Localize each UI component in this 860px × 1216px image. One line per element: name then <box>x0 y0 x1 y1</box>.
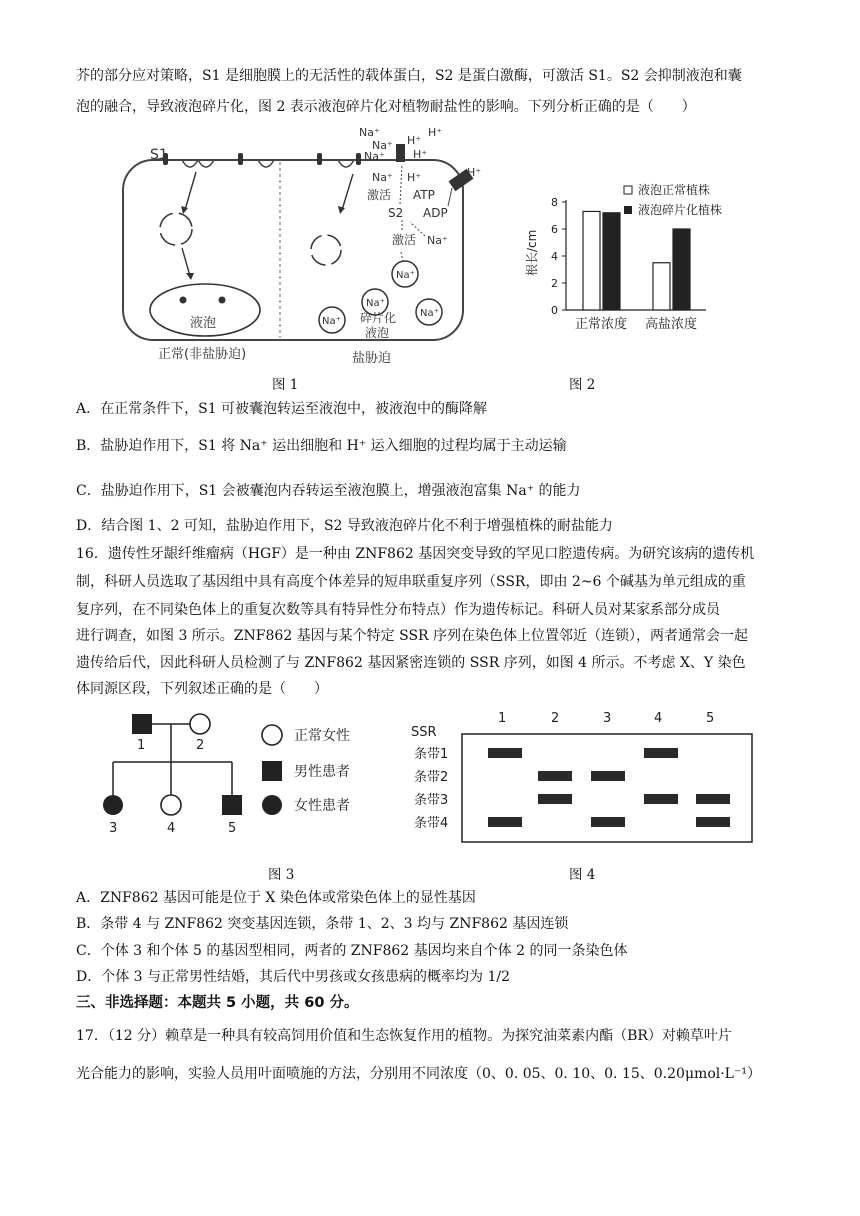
activate-label-1: 激活 <box>367 188 392 202</box>
individual-4-normal-female <box>161 795 181 815</box>
band-3-lane-4 <box>644 794 678 804</box>
legend-female-patient: 女性患者 <box>294 798 350 814</box>
gel-col-3: 3 <box>603 711 612 726</box>
gel-col-1: 1 <box>498 711 507 726</box>
gel-col-5: 5 <box>706 711 715 726</box>
h-pump-out: H⁺ <box>467 166 482 179</box>
band-2-lane-3 <box>591 771 625 781</box>
q15-option-a: A．在正常条件下，S1 可被囊泡转运至液泡中，被液泡中的酶降解 <box>76 401 488 417</box>
na-cyto-label: Na⁺ <box>427 234 448 247</box>
label-individual-5: 5 <box>228 821 237 836</box>
band-2-lane-2 <box>538 771 572 781</box>
q17-line-1: 17．（12 分）赖草是一种具有较高饲用价值和生态恢复作用的植物。为探究油菜素内酯（BR）对赖草叶片 <box>76 1028 732 1044</box>
band-1-lane-1 <box>488 748 522 758</box>
y-tick-label: 4 <box>551 250 558 263</box>
fragment-label-1: 碎片化 <box>360 311 397 325</box>
na-out-1: Na⁺ <box>359 126 380 139</box>
section-3-heading: 三、非选择题：本题共 5 小题，共 60 分。 <box>76 995 359 1011</box>
h-in-1: H⁺ <box>407 134 422 147</box>
h-in-2: H⁺ <box>428 126 443 139</box>
band-1-label: 条带1 <box>414 747 449 762</box>
figure-1-cell-diagram <box>110 122 505 367</box>
y-tick-label: 6 <box>551 223 558 236</box>
figure-1-caption: 图 1 <box>272 377 299 393</box>
q16-stem-line-6: 体同源区段，下列叙述正确的是（ ） <box>76 681 328 697</box>
band-4-lane-3 <box>591 817 625 827</box>
y-tick-label: 0 <box>551 304 558 317</box>
q16-option-b: B．条带 4 与 ZNF862 突变基因连锁，条带 1、2、3 均与 ZNF862 基因连锁 <box>76 916 569 932</box>
adp-label: ADP <box>423 206 448 220</box>
q15-option-b: B．盐胁迫作用下，S1 将 Na⁺ 运出细胞和 H⁺ 运入细胞的过程均属于主动运输 <box>76 438 567 454</box>
bar-normal-2 <box>653 263 670 310</box>
fragment-label-2: 液泡 <box>365 326 390 340</box>
normal-condition-label: 正常(非盐胁迫) <box>158 347 247 362</box>
band-1-lane-4 <box>644 748 678 758</box>
figure-3-pedigree <box>92 708 382 840</box>
atp-label: ATP <box>413 188 435 202</box>
q15-stem-line-2: 泡的融合，导致液泡碎片化，图 2 表示液泡碎片化对植物耐盐性的影响。下列分析正确的是（ ） <box>76 99 696 115</box>
band-3-label: 条带3 <box>414 793 449 808</box>
na-vesicle-4: Na⁺ <box>420 308 439 319</box>
band-4-label: 条带4 <box>414 816 449 831</box>
q16-stem-line-2: 制，科研人员选取了基因组中具有高度个体差异的短串联重复序列（SSR，即由 2~6 个碱基为单元组成的重 <box>76 574 746 590</box>
na-out-2: Na⁺ <box>372 139 393 152</box>
na-vesicle-2: Na⁺ <box>366 298 385 309</box>
figure-4-caption: 图 4 <box>569 867 596 883</box>
bar-fragmented-2 <box>673 229 690 310</box>
gel-header-ssr: SSR <box>411 725 437 740</box>
individual-1-affected-male <box>132 714 152 734</box>
na-in-label: Na⁺ <box>372 171 393 184</box>
band-3-lane-2 <box>538 794 572 804</box>
salt-stress-label: 盐胁迫 <box>352 351 392 366</box>
s1-transporter-icon <box>396 144 405 162</box>
label-individual-1: 1 <box>137 738 146 753</box>
q16-option-c: C．个体 3 和个体 5 的基因型相同，两者的 ZNF862 基因均来自个体 2 的同一条染色体 <box>76 943 628 959</box>
y-tick-label: 8 <box>551 196 558 209</box>
q16-stem-line-5: 遗传给后代，因此科研人员检测了与 ZNF862 基因紧密连锁的 SSR 序列，如图 4 所示。不考虑 X、Y 染色 <box>76 655 746 671</box>
label-individual-4: 4 <box>167 821 176 836</box>
legend-female-patient-symbol <box>262 795 282 815</box>
individual-2-normal-female <box>190 714 210 734</box>
label-individual-2: 2 <box>196 738 205 753</box>
q16-stem-line-3: 复序列，在不同染色体上的重复次数等具有特异性分布特点）作为遗传标记。科研人员对某家系部分成员 <box>76 602 720 618</box>
legend-fragment-label: 液泡碎片化植株 <box>638 203 723 217</box>
na-vesicle-1: Na⁺ <box>396 270 415 281</box>
individual-3-affected-female <box>103 795 123 815</box>
band-4-lane-5 <box>696 817 730 827</box>
y-tick-label: 2 <box>551 277 558 290</box>
q16-option-d: D．个体 3 与正常男性结婚，其后代中男孩或女孩患病的概率均为 1/2 <box>76 969 511 985</box>
legend-normal-label: 液泡正常植株 <box>638 183 711 197</box>
bar-fragmented-1 <box>603 213 620 310</box>
individual-5-affected-male <box>222 795 242 815</box>
gel-col-4: 4 <box>654 711 663 726</box>
s2-label: S2 <box>388 206 404 220</box>
vacuole-label: 液泡 <box>190 316 217 331</box>
figure-2-caption: 图 2 <box>569 377 596 393</box>
x-category-label: 正常浓度 <box>574 317 628 332</box>
legend-male-patient: 男性患者 <box>294 764 350 780</box>
band-4-lane-1 <box>488 817 522 827</box>
q15-option-d: D．结合图 1、2 可知，盐胁迫作用下，S2 导致液泡碎片化不利于增强植株的耐盐能力 <box>76 518 613 534</box>
band-2-label: 条带2 <box>414 770 449 785</box>
q15-option-c: C．盐胁迫作用下，S1 会被囊泡内吞转运至液泡膜上，增强液泡富集 Na⁺ 的能力 <box>76 483 581 499</box>
na-vesicle-3: Na⁺ <box>322 316 341 327</box>
legend-normal-female: 正常女性 <box>294 728 350 744</box>
s1-label: S1 <box>150 147 168 163</box>
figure-2-bar-chart <box>518 182 758 342</box>
gel-col-2: 2 <box>551 711 560 726</box>
legend-male-patient-symbol <box>262 761 282 781</box>
figure-4-ssr-gel <box>408 706 762 846</box>
band-3-lane-5 <box>696 794 730 804</box>
label-individual-3: 3 <box>109 821 118 836</box>
q16-stem-line-4: 进行调查，如图 3 所示。ZNF862 基因与某个特定 SSR 序列在染色体上位置邻近（连锁），两者通常会一起 <box>76 628 749 644</box>
figure-3-caption: 图 3 <box>268 867 295 883</box>
h-in-label: H⁺ <box>407 171 422 184</box>
q16-stem-line-1: 16．遗传性牙龈纤维瘤病（HGF）是一种由 ZNF862 基因突变导致的罕见口腔遗传病。为研究该病的遗传机 <box>76 546 755 562</box>
activate-label-2: 激活 <box>392 233 417 247</box>
y-axis-label: 根长/cm <box>525 229 539 276</box>
bar-normal-1 <box>583 211 600 310</box>
legend-normal-female-symbol <box>262 725 282 745</box>
q17-line-2: 光合能力的影响，实验人员用叶面喷施的方法，分别用不同浓度（0、0. 05、0. 10、0. 15、0.20μmol·L⁻¹） <box>76 1066 761 1082</box>
legend-fragment-swatch <box>624 206 632 214</box>
h-in-3: H⁺ <box>413 148 428 161</box>
q16-option-a: A．ZNF862 基因可能是位于 X 染色体或常染色体上的显性基因 <box>76 890 476 906</box>
na-out-3: Na⁺ <box>364 150 385 163</box>
x-category-label: 高盐浓度 <box>644 317 698 332</box>
q15-stem-line-1: 芥的部分应对策略，S1 是细胞膜上的无活性的载体蛋白，S2 是蛋白激酶，可激活 S1。S2 会抑制液泡和囊 <box>76 68 742 84</box>
legend-normal-swatch <box>624 186 632 194</box>
